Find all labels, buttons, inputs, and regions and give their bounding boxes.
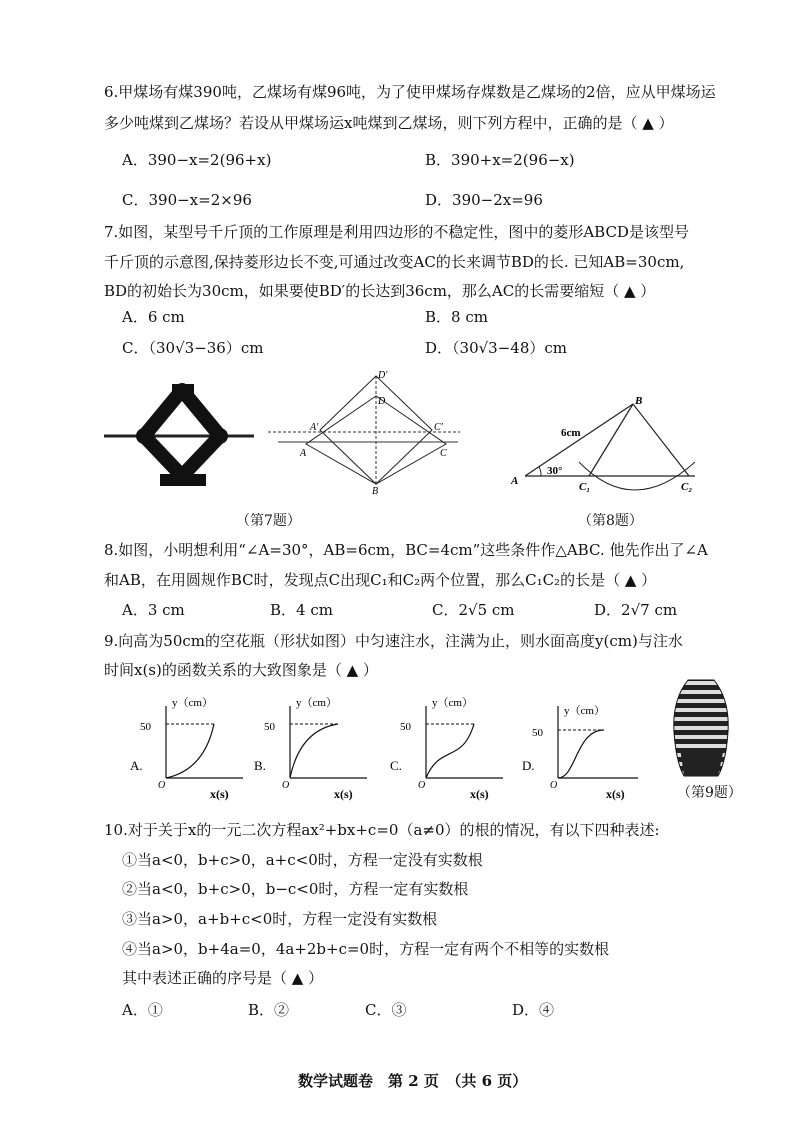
label-c2: C₂ bbox=[681, 481, 693, 493]
x-axis-label: x(s) bbox=[606, 787, 625, 801]
origin-label: O bbox=[550, 780, 558, 791]
vase-figure bbox=[668, 676, 738, 780]
y-axis-label: y（cm） bbox=[432, 697, 473, 709]
label-d: D bbox=[378, 396, 386, 407]
graph-option-c bbox=[388, 694, 508, 802]
q10-statement-4: ④当a>0，b+4a=0，4a+2b+c=0时，方程一定有两个不相等的实数根 bbox=[122, 940, 610, 958]
q6-option-c: C．390−x=2×96 bbox=[122, 191, 252, 209]
y-axis-label: y（cm） bbox=[172, 697, 213, 709]
option-c-label: C. bbox=[390, 758, 402, 773]
x-axis-label: x(s) bbox=[470, 787, 489, 801]
label-c: C bbox=[440, 448, 447, 459]
q7-line1: 7.如图，某型号千斤顶的工作原理是利用四边形的不稳定性，图中的菱形ABCD是该型号 bbox=[104, 223, 689, 241]
q9-line2: 时间x(s)的函数关系的大致图象是（ ▲ ） bbox=[104, 661, 378, 679]
q10-statement-3: ③当a>0，a+b+c<0时，方程一定没有实数根 bbox=[122, 910, 438, 928]
q7-option-c: C．（30√3−36）cm bbox=[122, 339, 264, 357]
x-axis-label: x(s) bbox=[210, 787, 229, 801]
page-footer: 数学试题卷 第 2 页 （共 6 页） bbox=[298, 1072, 528, 1090]
label-d-prime: D′ bbox=[378, 370, 388, 381]
q9-line1: 9.向高为50cm的空花瓶（形状如图）中匀速注水，注满为止，则水面高度y(cm)与注水 bbox=[104, 632, 683, 650]
q10-option-a: A．① bbox=[122, 1001, 163, 1019]
q8-line2: 和AB，在用圆规作BC时，发现点C出现C₁和C₂两个位置，那么C₁C₂的长是（ ▲ ） bbox=[104, 571, 657, 589]
label-c-prime: C′ bbox=[434, 422, 443, 433]
q8-option-d: D．2√7 cm bbox=[594, 601, 678, 619]
q6-line1: 6.甲煤场有煤390吨，乙煤场有煤96吨，为了使甲煤场存煤数是乙煤场的2倍，应从甲煤场运 bbox=[104, 83, 716, 101]
graph-option-a bbox=[128, 694, 248, 802]
q10-ask: 其中表述正确的序号是（ ▲ ） bbox=[122, 969, 324, 987]
q10-statement-2: ②当a<0，b+c>0，b−c<0时，方程一定有实数根 bbox=[122, 880, 469, 898]
q8-option-b: B．4 cm bbox=[270, 601, 333, 619]
fifty-label: 50 bbox=[400, 721, 411, 733]
label-b: B bbox=[635, 395, 643, 407]
label-angle-30: 30° bbox=[547, 465, 563, 477]
label-a: A bbox=[511, 475, 519, 487]
q7-line3: BD的初始长为30cm，如果要使BD′的长达到36cm，那么AC的长需要缩短（ ▲ ） bbox=[104, 282, 656, 300]
q10-statement-1: ①当a<0，b+c>0，a+c<0时，方程一定没有实数根 bbox=[122, 851, 483, 869]
q8-option-a: A．3 cm bbox=[122, 601, 185, 619]
label-6cm: 6cm bbox=[561, 427, 581, 439]
fifty-label: 50 bbox=[264, 721, 275, 733]
q10-option-d: D．④ bbox=[512, 1001, 555, 1019]
origin-label: O bbox=[158, 780, 166, 791]
option-d-label: D. bbox=[522, 758, 535, 773]
q6-option-b: B．390+x=2(96−x) bbox=[425, 151, 575, 169]
option-a-label: A. bbox=[130, 758, 143, 773]
q7-option-b: B．8 cm bbox=[425, 308, 488, 326]
q8-caption: （第8题） bbox=[578, 513, 643, 529]
triangle-construction-diagram bbox=[505, 390, 705, 500]
label-a-prime: A′ bbox=[310, 422, 319, 433]
q10-option-c: C．③ bbox=[365, 1001, 407, 1019]
q8-option-c: C．2√5 cm bbox=[432, 601, 515, 619]
rhombus-diagram bbox=[268, 366, 468, 496]
label-a: A bbox=[300, 448, 307, 459]
q9-caption: （第9题） bbox=[677, 785, 742, 801]
graph-option-d bbox=[520, 694, 646, 802]
q7-line2: 千斤顶的示意图,保持菱形边长不变,可通过改变AC的长来调节BD的长. 已知AB=30cm, bbox=[104, 253, 685, 271]
graph-option-b bbox=[252, 694, 372, 802]
origin-label: O bbox=[418, 780, 426, 791]
option-b-label: B. bbox=[254, 758, 266, 773]
label-c1: C₁ bbox=[579, 481, 591, 493]
q6-line2: 多少吨煤到乙煤场？若设从甲煤场运x吨煤到乙煤场，则下列方程中，正确的是（ ▲ ） bbox=[104, 114, 674, 132]
q10-option-b: B．② bbox=[248, 1001, 290, 1019]
q7-caption: （第7题） bbox=[236, 513, 301, 529]
q6-option-d: D．390−2x=96 bbox=[425, 191, 543, 209]
car-jack-figure bbox=[104, 380, 264, 490]
label-b: B bbox=[372, 486, 379, 496]
y-axis-label: y（cm） bbox=[564, 705, 605, 717]
q7-option-d: D．（30√3−48）cm bbox=[425, 339, 567, 357]
y-axis-label: y（cm） bbox=[296, 697, 337, 709]
origin-label: O bbox=[282, 780, 290, 791]
q6-option-a: A．390−x=2(96+x) bbox=[122, 151, 272, 169]
q7-option-a: A．6 cm bbox=[122, 308, 185, 326]
q8-line1: 8.如图，小明想利用“∠A=30°，AB=6cm，BC=4cm”这些条件作△ABC. 他先作出了∠A bbox=[104, 541, 708, 559]
q10-line1: 10.对于关于x的一元二次方程ax²+bx+c=0（a≠0）的根的情况，有以下四种表述: bbox=[104, 821, 660, 839]
fifty-label: 50 bbox=[140, 721, 151, 733]
x-axis-label: x(s) bbox=[334, 787, 353, 801]
fifty-label: 50 bbox=[532, 727, 543, 739]
